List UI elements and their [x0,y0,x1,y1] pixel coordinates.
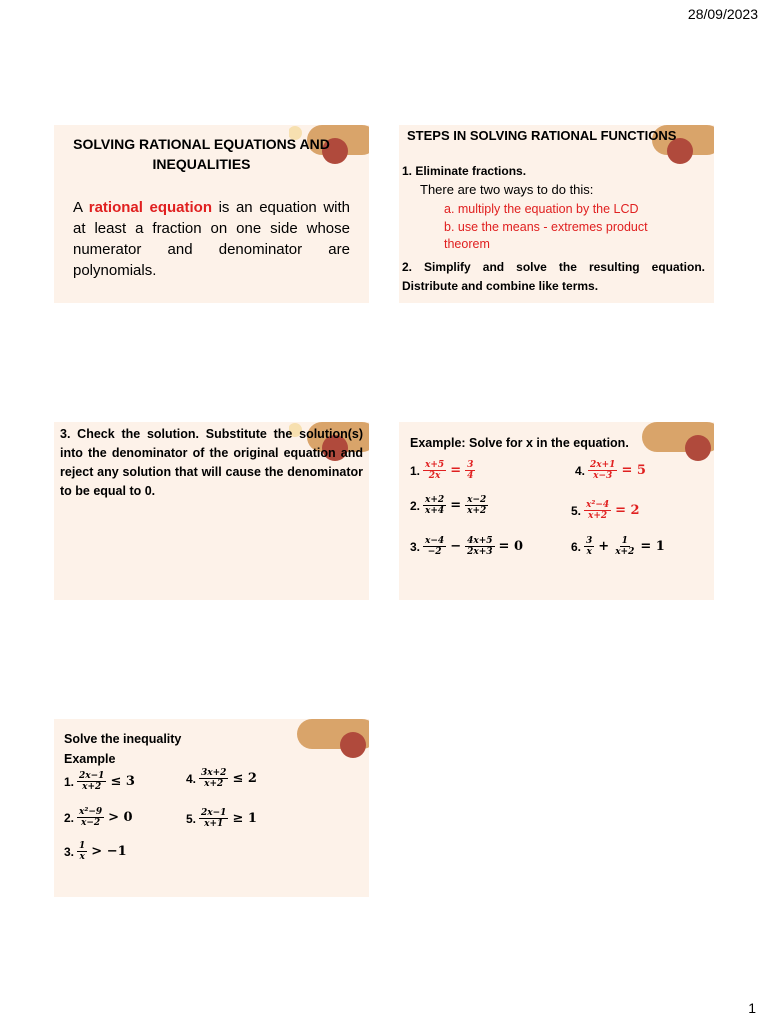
step-1-heading: 1. Eliminate fractions. [402,164,527,178]
equation-label: 3. [410,539,421,554]
slide-title: STEPS IN SOLVING RATIONAL FUNCTIONS [407,128,677,143]
operator: = [450,498,462,514]
fraction: $\frac{x-2}{x+2}$ [467,495,487,517]
fraction: $\frac{\text{x²−9}}{x-2}$ [79,807,103,829]
equation-rhs: = 0 [498,539,523,555]
inequality-5 [186,808,259,830]
fraction: $\frac{3}{x}$ [586,536,593,558]
step-1-intro: There are two ways to do this: [420,182,594,197]
option-a: a. multiply the equation by the LCD [444,202,639,216]
slide-title: Example: Solve for x in the equation. [410,436,629,450]
equation-label: 2. [410,498,421,513]
rational-equation-term: rational equation [88,199,212,216]
inequality-2 [64,807,135,829]
inequality-label: 1. [64,774,75,789]
inequality-rhs: ≤ 3 [110,774,135,790]
equation-rhs: = 2 [615,503,640,519]
equation-label: 6. [571,539,582,554]
inequality-label: 2. [64,810,75,825]
equation-label: 1. [410,463,421,478]
equation-label: 5. [571,503,582,518]
slide-3 [54,422,369,600]
inequality-label: 4. [186,771,197,786]
inequality-rhs: ≤ 2 [232,771,257,787]
slide-title: SOLVING RATIONAL EQUATIONS AND INEQUALITIES [73,136,330,172]
equation-4 [575,460,648,482]
slide-2 [399,125,714,303]
document-date: 28/09/2023 [687,6,758,22]
equation-5 [571,500,642,522]
equation-rhs: = 5 [621,463,646,479]
definition-suffix: is an equation with at least a fraction on one side whose numerator and denominator are polynomials. [73,199,350,279]
fraction: $\frac{x+2}{x+4}$ [425,495,445,517]
fraction: $\frac{2x-1}{x+2}$ [79,771,105,793]
fraction: $\frac{3x+2}{x+2}$ [201,768,227,790]
equation-label: 4. [575,463,586,478]
inequality-1 [64,771,137,793]
definition-prefix: A [73,199,89,216]
inequality-label: 5. [186,811,197,826]
inequality-4 [186,768,259,790]
slide-5 [54,719,369,897]
inequality-rhs: > −1 [91,844,127,860]
fraction: $\frac{\text{x²−4}}{x+2}$ [586,500,610,522]
operator: − [450,539,462,555]
inequality-3 [64,841,129,863]
fraction: $\frac{2x-1}{x+1}$ [201,808,227,830]
equation-3 [410,536,525,558]
fraction: $\frac{1}{x+2}$ [615,536,635,558]
slide-decoration [289,719,369,769]
equation-1 [410,460,477,482]
check-solution-text: 3. Check the solution. Substitute the solution(s) into the denominator of the original equation and reject any solution that will cause the denominator to be equal to 0. [60,427,363,498]
slide-subtitle: Example [64,752,116,766]
fraction: $\frac{2x+1}{x-3}$ [590,460,616,482]
fraction: $\frac{4x+5}{2x+3}$ [467,536,493,558]
slide-title: Solve the inequality [64,732,182,746]
slide-4 [399,422,714,600]
slide-1 [54,125,369,303]
inequality-rhs: > 0 [108,810,133,826]
fraction: $\frac{x-4}{-2}$ [425,536,445,558]
equation-2 [410,495,490,517]
fraction: $\frac{x+5}{2x}$ [425,460,445,482]
page-number: 1 [748,1000,756,1016]
inequality-rhs: ≥ 1 [232,811,257,827]
fraction: $\frac{3}{4}$ [467,460,474,482]
operator: + [598,539,610,555]
inequality-label: 3. [64,844,75,859]
operator: = [450,463,462,479]
definition-text [73,197,350,281]
equation-rhs: = 1 [640,539,665,555]
step-2-text: 2. Simplify and solve the resulting equation. Distribute and combine like terms. [402,260,705,293]
option-b: b. use the means - extremes product theorem [444,220,648,251]
equation-6 [571,536,667,558]
fraction: $\frac{1}{x}$ [79,841,86,863]
